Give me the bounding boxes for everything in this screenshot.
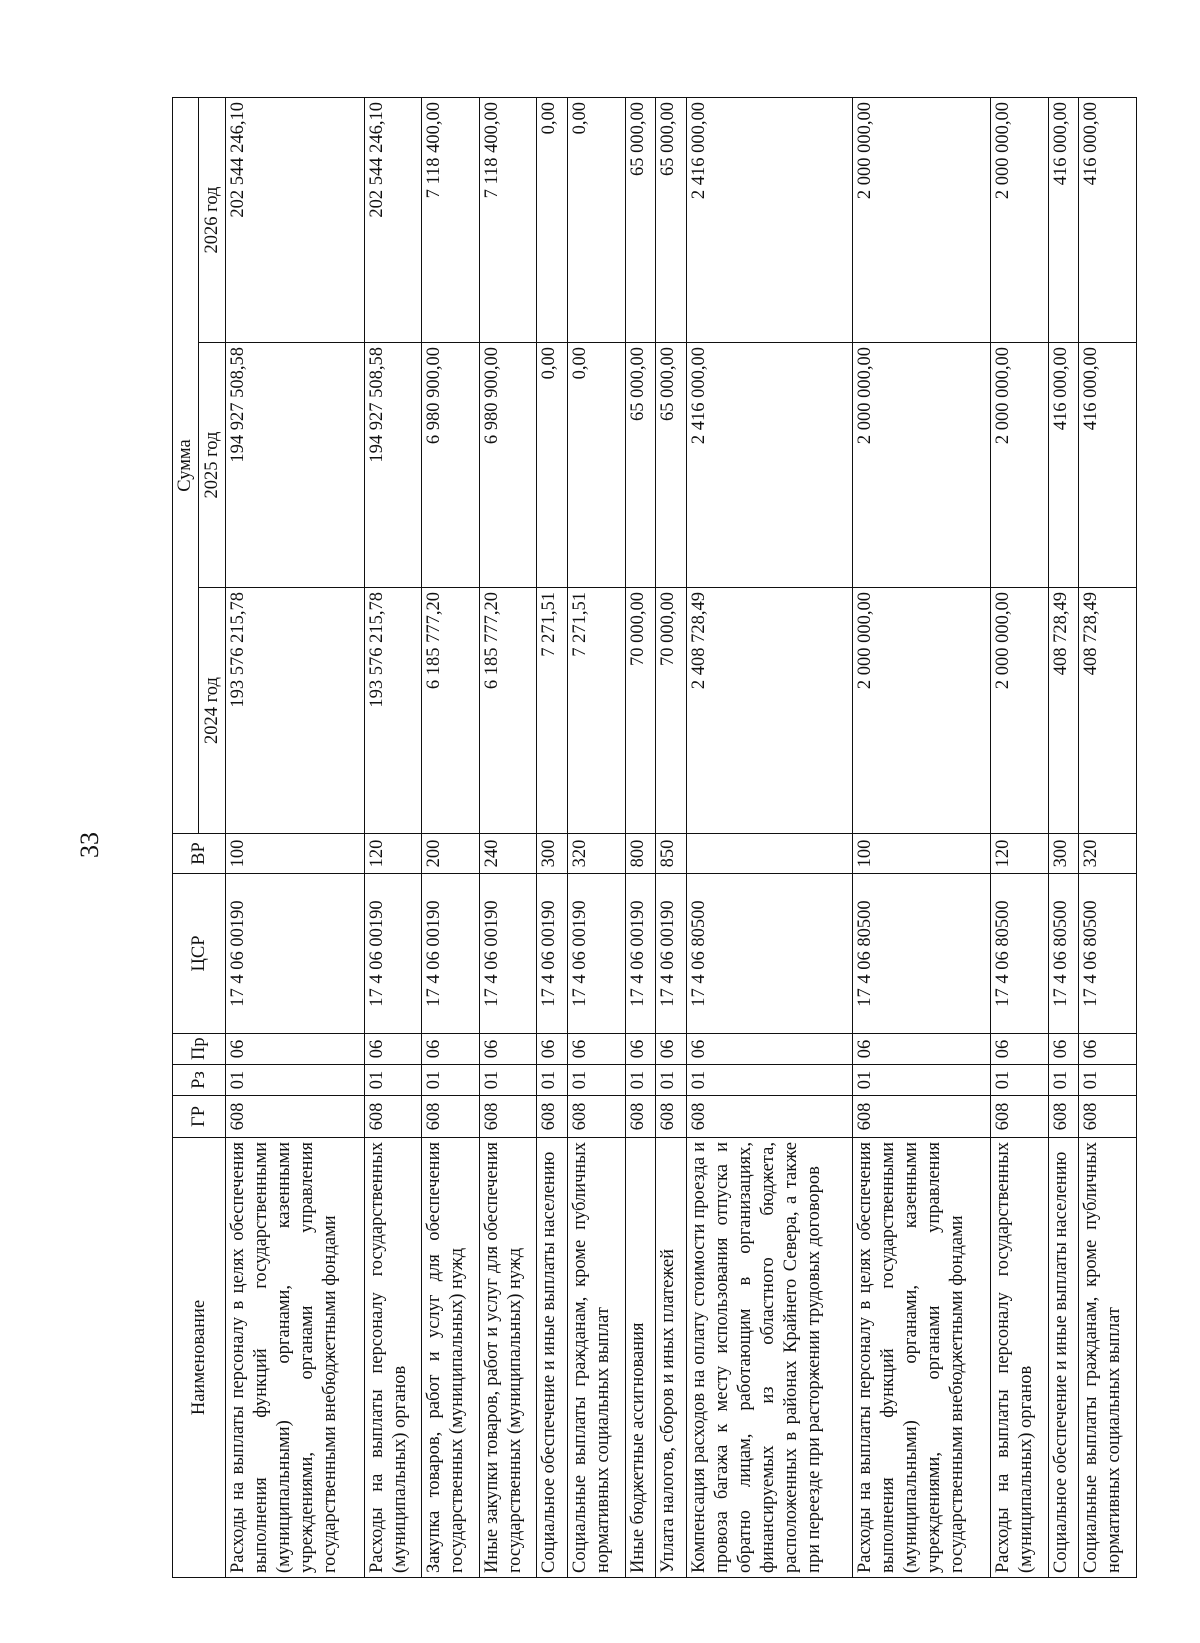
row-gr-cell: 608 [1079,1096,1137,1138]
row-sum-2026-cell: 416 000,00 [1048,97,1079,342]
row-name-cell: Расходы на выплаты персоналу в целях обеспечения выполнения функций государственными (муниципальными) органами, казенными учреждениями, органами управления государственными внебюджетными фондами [852,1138,991,1578]
header-csr: ЦСР [173,874,226,1034]
row-sum-2024-cell: 408 728,49 [1048,588,1079,834]
row-sum-2024-cell: 2 000 000,00 [852,588,991,834]
row-pr-cell: 06 [625,1034,656,1065]
row-pr-cell: 06 [568,1034,626,1065]
row-pr-cell: 06 [422,1034,480,1065]
row-pr-cell: 06 [991,1034,1049,1065]
row-rz-cell: 01 [1048,1065,1079,1096]
row-pr-cell: 06 [537,1034,568,1065]
row-csr-cell: 17 4 06 80500 [1048,874,1079,1034]
rotated-table-container [172,98,1137,1578]
row-vr-cell: 320 [568,834,626,874]
row-rz-cell: 01 [537,1065,568,1096]
header-pr: Пр [173,1034,226,1065]
row-name-cell: Социальные выплаты гражданам, кроме публичных нормативных социальных выплат [1079,1138,1137,1578]
row-csr-cell: 17 4 06 00190 [537,874,568,1034]
row-name-cell: Социальное обеспечение и иные выплаты населению [537,1138,568,1578]
row-csr-cell: 17 4 06 00190 [479,874,537,1034]
row-gr-cell: 608 [537,1096,568,1138]
row-sum-2026-cell: 2 000 000,00 [852,97,991,342]
header-vr: ВР [173,834,226,874]
row-rz-cell: 01 [852,1065,991,1096]
row-sum-2024-cell: 193 576 215,78 [226,588,365,834]
table-row [1079,97,1137,1577]
header-row-top [173,97,199,1577]
row-gr-cell: 608 [568,1096,626,1138]
row-rz-cell: 01 [226,1065,365,1096]
row-pr-cell: 06 [1048,1034,1079,1065]
row-gr-cell: 608 [625,1096,656,1138]
row-csr-cell: 17 4 06 00190 [364,874,422,1034]
header-year-2025: 2025 год [199,343,226,588]
row-rz-cell: 01 [625,1065,656,1096]
budget-table [172,97,1137,1578]
row-pr-cell: 06 [656,1034,687,1065]
row-sum-2026-cell: 0,00 [537,97,568,342]
row-pr-cell: 06 [479,1034,537,1065]
row-sum-2024-cell: 70 000,00 [656,588,687,834]
table-row [625,97,656,1577]
row-name-cell: Иные бюджетные ассигнования [625,1138,656,1578]
table-row [479,97,537,1577]
row-pr-cell: 06 [226,1034,365,1065]
row-sum-2026-cell: 65 000,00 [656,97,687,342]
row-name-cell: Социальное обеспечение и иные выплаты населению [1048,1138,1079,1578]
row-sum-2025-cell: 65 000,00 [656,343,687,588]
table-row [364,97,422,1577]
row-vr-cell: 300 [1048,834,1079,874]
header-year-2024: 2024 год [199,588,226,834]
row-vr-cell: 200 [422,834,480,874]
table-row [226,97,365,1577]
row-csr-cell: 17 4 06 00190 [625,874,656,1034]
row-csr-cell: 17 4 06 00190 [656,874,687,1034]
row-sum-2025-cell: 416 000,00 [1048,343,1079,588]
row-sum-2025-cell: 416 000,00 [1079,343,1137,588]
row-name-cell: Закупка товаров, работ и услуг для обеспечения государственных (муниципальных) нужд [422,1138,480,1578]
row-name-cell: Расходы на выплаты персоналу государственных (муниципальных) органов [364,1138,422,1578]
row-sum-2024-cell: 6 185 777,20 [422,588,480,834]
row-csr-cell: 17 4 06 80500 [991,874,1049,1034]
table-row [1048,97,1079,1577]
table-row [656,97,687,1577]
row-sum-2025-cell: 194 927 508,58 [364,343,422,588]
row-vr-cell: 300 [537,834,568,874]
row-sum-2025-cell: 2 000 000,00 [991,343,1049,588]
row-vr-cell: 100 [226,834,365,874]
row-vr-cell: 120 [364,834,422,874]
row-csr-cell: 17 4 06 80500 [1079,874,1137,1034]
row-name-cell: Компенсация расходов на оплату стоимости проезда и провоза багажа к месту использования отпуска и обратно лицам, работающим в организациях, финансируемых из областного бюджета, расположенных в районах Крайнего Севера, а также при переезде при расторжении трудовых договоров [686,1138,852,1578]
row-pr-cell: 06 [1079,1034,1137,1065]
row-sum-2024-cell: 7 271,51 [537,588,568,834]
row-name-cell: Расходы на выплаты персоналу государственных (муниципальных) органов [991,1138,1049,1578]
row-pr-cell: 06 [686,1034,852,1065]
row-gr-cell: 608 [656,1096,687,1138]
table-row [991,97,1049,1577]
row-csr-cell: 17 4 06 80500 [686,874,852,1034]
row-name-cell: Расходы на выплаты персоналу в целях обеспечения выполнения функций государственными (муниципальными) органами, казенными учреждениями, органами управления государственными внебюджетными фондами [226,1138,365,1578]
row-name-cell: Иные закупки товаров, работ и услуг для обеспечения государственных (муниципальных) нужд [479,1138,537,1578]
row-csr-cell: 17 4 06 00190 [568,874,626,1034]
row-gr-cell: 608 [226,1096,365,1138]
page-number: 33 [75,832,104,858]
row-sum-2026-cell: 7 118 400,00 [479,97,537,342]
row-rz-cell: 01 [686,1065,852,1096]
row-sum-2024-cell: 193 576 215,78 [364,588,422,834]
row-sum-2025-cell: 6 980 900,00 [422,343,480,588]
row-vr-cell: 100 [852,834,991,874]
row-pr-cell: 06 [364,1034,422,1065]
row-gr-cell: 608 [852,1096,991,1138]
table-row [852,97,991,1577]
row-csr-cell: 17 4 06 00190 [422,874,480,1034]
row-sum-2024-cell: 7 271,51 [568,588,626,834]
row-name-cell: Уплата налогов, сборов и иных платежей [656,1138,687,1578]
row-sum-2024-cell: 6 185 777,20 [479,588,537,834]
row-sum-2025-cell: 6 980 900,00 [479,343,537,588]
row-pr-cell: 06 [852,1034,991,1065]
row-csr-cell: 17 4 06 80500 [852,874,991,1034]
row-rz-cell: 01 [991,1065,1049,1096]
row-rz-cell: 01 [364,1065,422,1096]
table-body [226,97,1137,1577]
table-row [686,97,852,1577]
table-row [537,97,568,1577]
row-sum-2026-cell: 202 544 246,10 [364,97,422,342]
header-name: Наименование [173,1138,226,1578]
row-vr-cell: 120 [991,834,1049,874]
row-sum-2024-cell: 2 408 728,49 [686,588,852,834]
row-vr-cell: 800 [625,834,656,874]
header-gr: ГР [173,1096,226,1138]
row-sum-2025-cell: 0,00 [537,343,568,588]
row-sum-2026-cell: 2 000 000,00 [991,97,1049,342]
row-sum-2026-cell: 7 118 400,00 [422,97,480,342]
row-rz-cell: 01 [422,1065,480,1096]
row-sum-2025-cell: 2 416 000,00 [686,343,852,588]
header-rz: Рз [173,1065,226,1096]
row-gr-cell: 608 [479,1096,537,1138]
row-sum-2025-cell: 0,00 [568,343,626,588]
row-rz-cell: 01 [479,1065,537,1096]
row-gr-cell: 608 [991,1096,1049,1138]
row-name-cell: Социальные выплаты гражданам, кроме публичных нормативных социальных выплат [568,1138,626,1578]
row-rz-cell: 01 [568,1065,626,1096]
row-csr-cell: 17 4 06 00190 [226,874,365,1034]
row-vr-cell [686,834,852,874]
row-gr-cell: 608 [686,1096,852,1138]
row-sum-2024-cell: 2 000 000,00 [991,588,1049,834]
header-year-2026: 2026 год [199,97,226,342]
row-sum-2026-cell: 65 000,00 [625,97,656,342]
row-sum-2025-cell: 2 000 000,00 [852,343,991,588]
row-gr-cell: 608 [364,1096,422,1138]
row-gr-cell: 608 [1048,1096,1079,1138]
row-sum-2024-cell: 408 728,49 [1079,588,1137,834]
row-sum-2025-cell: 194 927 508,58 [226,343,365,588]
row-vr-cell: 320 [1079,834,1137,874]
table-row [422,97,480,1577]
row-sum-2025-cell: 65 000,00 [625,343,656,588]
row-sum-2026-cell: 202 544 246,10 [226,97,365,342]
row-vr-cell: 850 [656,834,687,874]
header-sum: Сумма [173,97,199,833]
table-row [568,97,626,1577]
row-rz-cell: 01 [656,1065,687,1096]
row-sum-2026-cell: 2 416 000,00 [686,97,852,342]
row-sum-2026-cell: 416 000,00 [1079,97,1137,342]
row-sum-2026-cell: 0,00 [568,97,626,342]
row-sum-2024-cell: 70 000,00 [625,588,656,834]
row-vr-cell: 240 [479,834,537,874]
row-rz-cell: 01 [1079,1065,1137,1096]
row-gr-cell: 608 [422,1096,480,1138]
